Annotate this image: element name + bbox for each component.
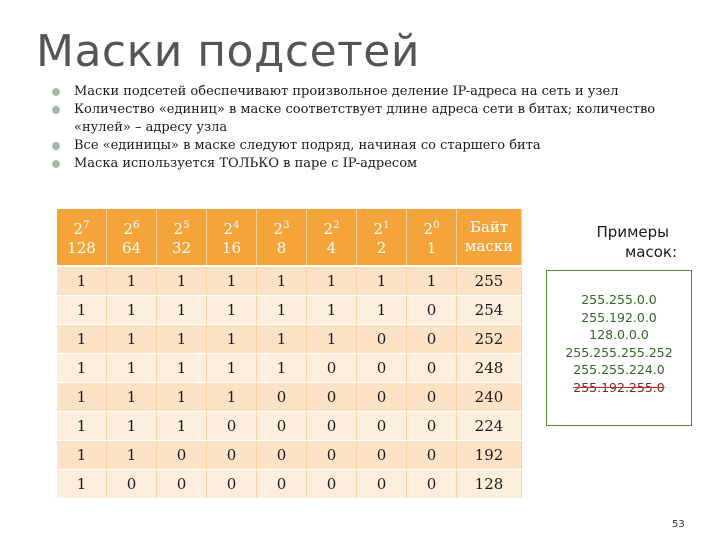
table-row xyxy=(57,325,522,354)
table-row xyxy=(57,383,522,412)
mask-byte-cell: 192 xyxy=(457,441,522,470)
bit-cell: 0 xyxy=(407,296,457,325)
bit-cell: 1 xyxy=(207,266,257,296)
bit-cell: 0 xyxy=(407,354,457,383)
bit-header-128: $2^7$ 128 xyxy=(57,209,107,266)
bit-cell: 0 xyxy=(207,441,257,470)
bit-cell: 1 xyxy=(157,296,207,325)
bit-cell: 0 xyxy=(407,470,457,499)
bit-cell: 1 xyxy=(107,266,157,296)
table-row xyxy=(57,441,522,470)
bullet-list xyxy=(52,83,692,173)
bullet-dot-icon xyxy=(52,142,60,150)
bit-cell: 0 xyxy=(307,354,357,383)
bit-cell: 1 xyxy=(407,266,457,296)
bit-cell: 1 xyxy=(57,354,107,383)
bit-cell: 1 xyxy=(207,354,257,383)
mask-byte-cell: 248 xyxy=(457,354,522,383)
bit-cell: 0 xyxy=(307,441,357,470)
bit-cell: 1 xyxy=(57,296,107,325)
bit-cell: 1 xyxy=(57,412,107,441)
bullet-text: Количество «единиц» в маске соответствует длине адреса сети в битах; количество «нулей» – адресу узла xyxy=(74,102,656,135)
bit-cell: 1 xyxy=(57,325,107,354)
bit-cell: 1 xyxy=(307,296,357,325)
bit-cell: 1 xyxy=(157,354,207,383)
bit-cell: 0 xyxy=(257,412,307,441)
byte-header: Байт маски xyxy=(457,209,522,266)
page-number: 53 xyxy=(672,519,685,530)
bit-cell: 0 xyxy=(407,325,457,354)
mask-byte-cell: 128 xyxy=(457,470,522,499)
bit-header-4: $2^2$ 4 xyxy=(307,209,357,266)
bit-cell: 0 xyxy=(407,412,457,441)
bullet-dot-icon xyxy=(52,160,60,168)
bit-cell: 0 xyxy=(257,383,307,412)
mask-byte-cell: 255 xyxy=(457,266,522,296)
example-mask: 255.255.224.0 xyxy=(573,362,665,377)
example-mask: 255.255.255.252 xyxy=(565,344,673,360)
bit-cell: 0 xyxy=(307,470,357,499)
bit-cell: 0 xyxy=(157,470,207,499)
bit-cell: 1 xyxy=(107,296,157,325)
bullet-item xyxy=(52,155,692,173)
bit-cell: 1 xyxy=(107,325,157,354)
bit-cell: 0 xyxy=(307,383,357,412)
bit-cell: 1 xyxy=(107,441,157,470)
bit-cell: 0 xyxy=(257,441,307,470)
table-row xyxy=(57,354,522,383)
bit-cell: 1 xyxy=(207,325,257,354)
bit-cell: 1 xyxy=(157,383,207,412)
example-mask-invalid: 255.192.255.0 xyxy=(573,379,665,395)
bit-cell: 0 xyxy=(357,325,407,354)
table-row xyxy=(57,266,522,296)
example-mask: 255.192.0.0 xyxy=(581,309,657,325)
bit-cell: 0 xyxy=(407,441,457,470)
bullet-dot-icon xyxy=(52,88,60,96)
bullet-text: Маска используется ТОЛЬКО в паре с IP-адресом xyxy=(74,156,418,171)
bit-cell: 1 xyxy=(357,266,407,296)
mask-byte-cell: 240 xyxy=(457,383,522,412)
bit-cell: 1 xyxy=(307,266,357,296)
bullet-item xyxy=(52,137,692,155)
bit-cell: 1 xyxy=(57,470,107,499)
bullet-text: Маски подсетей обеспечивают произвольное деление IP-адреса на сеть и узел xyxy=(74,84,619,99)
bit-cell: 1 xyxy=(57,441,107,470)
mask-byte-cell: 224 xyxy=(457,412,522,441)
examples-box xyxy=(546,270,692,426)
table-header-row xyxy=(57,209,522,266)
examples-label xyxy=(565,222,677,262)
mask-byte-cell: 252 xyxy=(457,325,522,354)
bit-header-2: $2^1$ 2 xyxy=(357,209,407,266)
bit-cell: 1 xyxy=(257,296,307,325)
bit-cell: 1 xyxy=(107,383,157,412)
example-mask: 128.0.0.0 xyxy=(589,327,649,342)
bit-header-16: $2^4$ 16 xyxy=(207,209,257,266)
bit-cell: 0 xyxy=(357,441,407,470)
example-mask: 255.255.0.0 xyxy=(581,292,657,307)
bit-cell: 1 xyxy=(157,266,207,296)
slide-title: Маски подсетей xyxy=(36,26,420,77)
bit-header-1: $2^0$ 1 xyxy=(407,209,457,266)
bullet-dot-icon xyxy=(52,106,60,114)
bit-cell: 1 xyxy=(157,412,207,441)
bit-cell: 0 xyxy=(107,470,157,499)
bit-cell: 0 xyxy=(407,383,457,412)
bit-cell: 1 xyxy=(307,325,357,354)
bit-cell: 0 xyxy=(357,354,407,383)
mask-byte-cell: 254 xyxy=(457,296,522,325)
bit-header-8: $2^3$ 8 xyxy=(257,209,307,266)
bit-cell: 1 xyxy=(207,296,257,325)
bullet-text: Все «единицы» в маске следуют подряд, начиная со старшего бита xyxy=(74,138,541,153)
bit-cell: 0 xyxy=(357,470,407,499)
bit-header-32: $2^5$ 32 xyxy=(157,209,207,266)
table-row xyxy=(57,470,522,499)
bit-cell: 0 xyxy=(207,412,257,441)
bit-cell: 1 xyxy=(57,266,107,296)
bit-cell: 1 xyxy=(257,325,307,354)
bit-cell: 1 xyxy=(357,296,407,325)
bit-cell: 0 xyxy=(307,412,357,441)
bit-cell: 1 xyxy=(207,383,257,412)
bit-cell: 1 xyxy=(57,383,107,412)
bit-header-64: $2^6$ 64 xyxy=(107,209,157,266)
bullet-item xyxy=(52,101,692,137)
bit-cell: 0 xyxy=(207,470,257,499)
bullet-item xyxy=(52,83,692,101)
bit-cell: 0 xyxy=(257,470,307,499)
bit-cell: 0 xyxy=(357,383,407,412)
bit-cell: 1 xyxy=(157,325,207,354)
table-row xyxy=(57,296,522,325)
bit-cell: 0 xyxy=(157,441,207,470)
bit-cell: 1 xyxy=(107,354,157,383)
bit-cell: 0 xyxy=(357,412,407,441)
bit-cell: 1 xyxy=(107,412,157,441)
table-row xyxy=(57,412,522,441)
bit-cell: 1 xyxy=(257,266,307,296)
examples-label-line2: масок: xyxy=(624,243,677,261)
mask-bits-table xyxy=(57,209,522,499)
examples-label-line1: Примеры xyxy=(596,223,669,241)
bit-cell: 1 xyxy=(257,354,307,383)
